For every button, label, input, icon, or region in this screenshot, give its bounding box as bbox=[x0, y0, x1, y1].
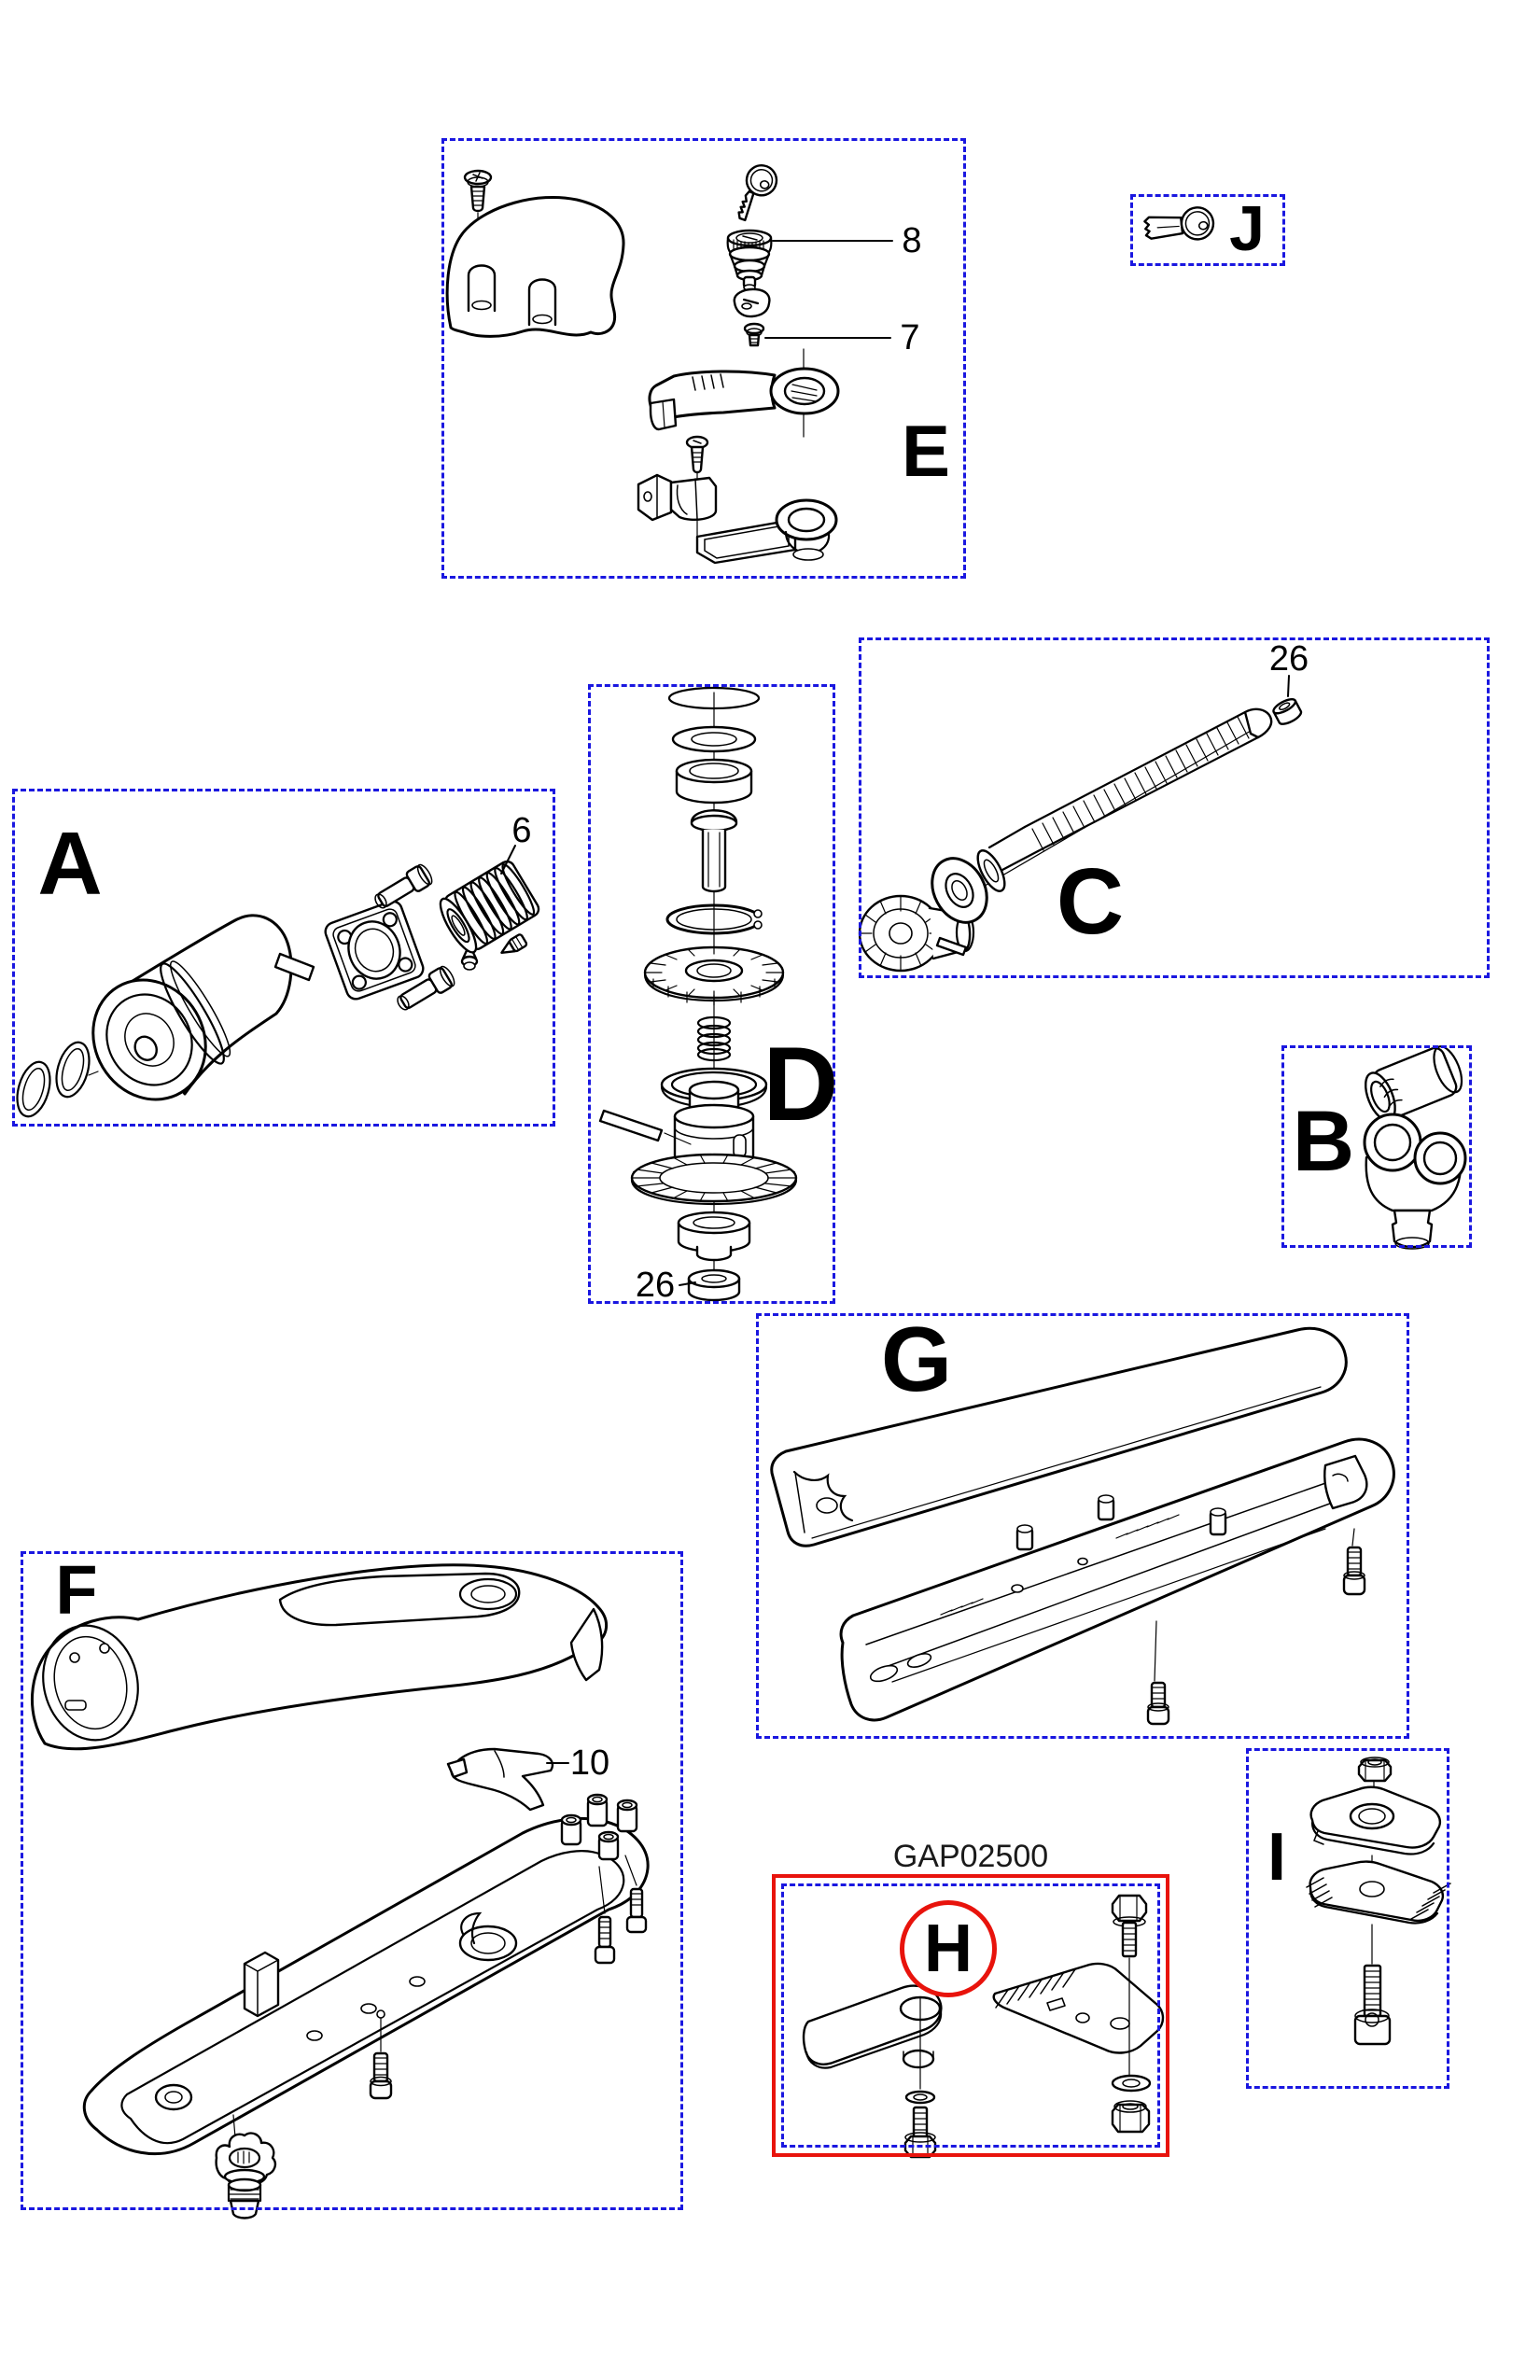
section-e-frame bbox=[441, 138, 966, 579]
section-d-label: D bbox=[763, 1026, 839, 1142]
part-callout-7: 7 bbox=[900, 318, 920, 357]
section-e-label: E bbox=[901, 410, 951, 492]
section-g-frame bbox=[756, 1308, 1409, 1739]
section-b-frame bbox=[1281, 1045, 1472, 1248]
section-f-label: F bbox=[55, 1551, 98, 1629]
section-h-label: H bbox=[924, 1911, 973, 1986]
part-callout-6: 6 bbox=[511, 811, 532, 850]
section-j-frame bbox=[1130, 194, 1285, 266]
section-a-label: A bbox=[37, 814, 103, 914]
part-callout-26-d: 26 bbox=[635, 1266, 676, 1305]
section-c-label: C bbox=[1056, 849, 1125, 954]
part-callout-8: 8 bbox=[902, 221, 922, 260]
section-h-highlight-box bbox=[772, 1839, 1169, 2157]
section-g-label: G bbox=[880, 1308, 953, 1410]
section-b-label: B bbox=[1292, 1094, 1355, 1189]
section-i-label: I bbox=[1267, 1820, 1287, 1895]
section-f-frame bbox=[21, 1551, 683, 2210]
section-d-frame bbox=[588, 684, 839, 1305]
part-callout-10: 10 bbox=[569, 1743, 610, 1783]
section-h-product-code: GAP02500 bbox=[892, 1839, 1049, 1874]
section-i-frame bbox=[1246, 1748, 1449, 2089]
section-j-label: J bbox=[1229, 193, 1265, 264]
section-c-frame bbox=[859, 637, 1490, 978]
section-h-label-circle bbox=[900, 1900, 997, 1997]
section-a-frame bbox=[12, 789, 555, 1127]
part-callout-26-c: 26 bbox=[1268, 639, 1309, 679]
